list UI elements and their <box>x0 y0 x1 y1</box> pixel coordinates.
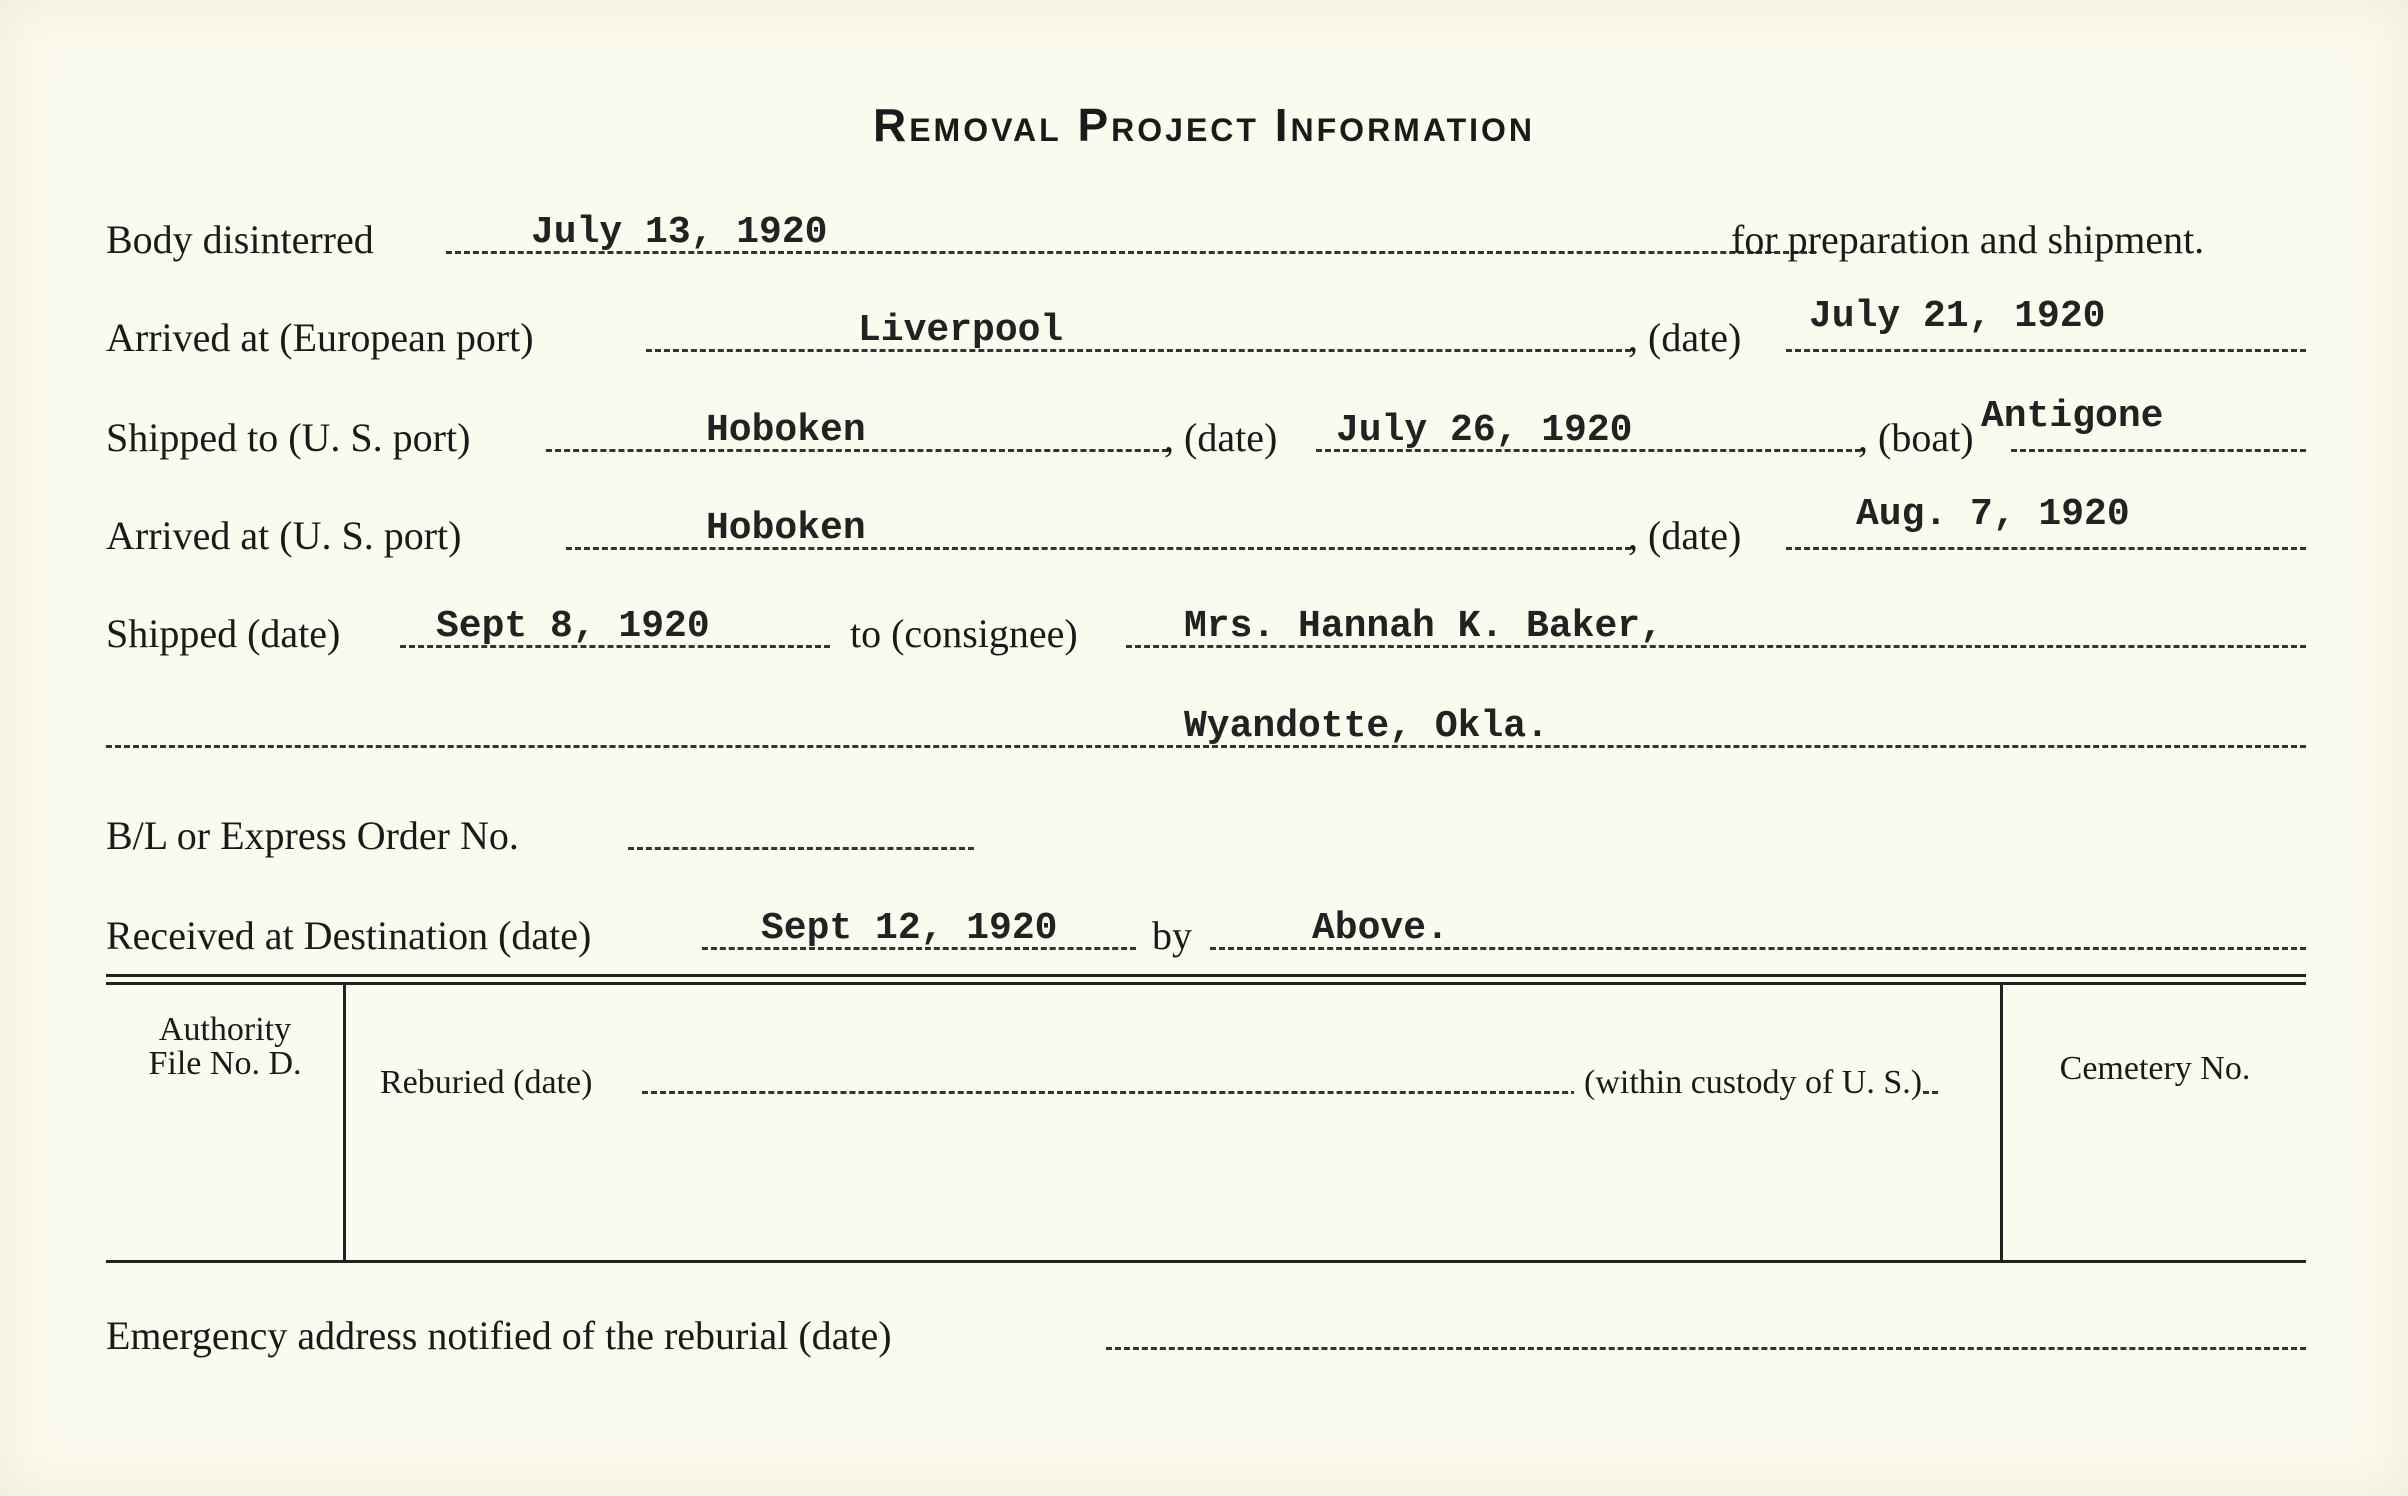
arrived-europe-port: Liverpool <box>858 309 1064 352</box>
emergency-label: Emergency address notified of the reburial (date) <box>106 1313 892 1358</box>
bl-line <box>628 847 974 850</box>
arrived-europe-line <box>646 349 1631 352</box>
arrived-europe-label: Arrived at (European port) <box>106 315 534 360</box>
arrived-europe-date-label: , (date) <box>1628 315 1742 360</box>
box-divider-left <box>343 985 346 1260</box>
box-top-rule <box>106 974 2306 977</box>
arrived-us-date: Aug. 7, 1920 <box>1856 493 2130 536</box>
shipped-date-value: Sept 8, 1920 <box>436 605 710 648</box>
shipped-us-date: July 26, 1920 <box>1336 409 1633 452</box>
row-bl <box>106 796 2306 856</box>
received-by-label: by <box>1152 913 1192 958</box>
address-value: Wyandotte, Okla. <box>1184 705 1549 748</box>
disinterred-suffix: for preparation and shipment. <box>1731 217 2205 262</box>
box-divider-right <box>2000 985 2003 1260</box>
row-emergency <box>106 1296 2306 1356</box>
shipped-us-date-label: , (date) <box>1164 415 1278 460</box>
row-arrived-europe <box>106 295 2306 360</box>
row-reburied <box>380 1040 1980 1100</box>
page-title: Removal Project Information <box>872 99 1536 151</box>
consignee-value: Mrs. Hannah K. Baker, <box>1184 605 1663 648</box>
shipped-us-port: Hoboken <box>706 409 866 452</box>
authority-line-2: File No. D. <box>148 1045 302 1082</box>
arrived-us-date-label: , (date) <box>1628 513 1742 558</box>
row-address <box>106 694 2306 754</box>
row-disinterred <box>106 200 2306 260</box>
arrived-europe-date-line <box>1786 349 2306 352</box>
received-label: Received at Destination (date) <box>106 913 592 958</box>
shipped-us-boat-label: , (boat) <box>1858 415 1974 460</box>
cemetery-label: Cemetery No. <box>2059 1050 2251 1087</box>
box-bottom-rule <box>106 1260 2306 1263</box>
row-received <box>106 896 2306 956</box>
emergency-line <box>1106 1347 2306 1350</box>
reburied-label: Reburied (date) <box>380 1064 593 1101</box>
custody-label: (within custody of U. S.) <box>1574 1066 1922 1100</box>
disinterred-label: Body disinterred <box>106 217 374 262</box>
row-shipped-us <box>106 395 2306 460</box>
shipped-date-label: Shipped (date) <box>106 611 341 656</box>
consignee-label: to (consignee) <box>850 611 1078 656</box>
shipped-us-label: Shipped to (U. S. port) <box>106 415 471 460</box>
shipped-us-boat-line <box>2011 449 2306 452</box>
arrived-us-port: Hoboken <box>706 507 866 550</box>
authority-line-1: Authority <box>158 1011 292 1048</box>
shipped-us-boat: Antigone <box>1981 395 2164 438</box>
received-date-value: Sept 12, 1920 <box>761 907 1058 950</box>
disinterred-value: July 13, 1920 <box>531 211 828 254</box>
arrived-us-date-line <box>1786 547 2306 550</box>
arrived-europe-date: July 21, 1920 <box>1809 295 2106 338</box>
authority-file-label <box>120 1013 330 1081</box>
box-top-rule-2 <box>106 982 2306 985</box>
bl-label: B/L or Express Order No. <box>106 813 519 858</box>
arrived-us-label: Arrived at (U. S. port) <box>106 513 462 558</box>
row-shipped <box>106 594 2306 654</box>
row-arrived-us <box>106 493 2306 558</box>
received-by-value: Above. <box>1312 907 1449 950</box>
